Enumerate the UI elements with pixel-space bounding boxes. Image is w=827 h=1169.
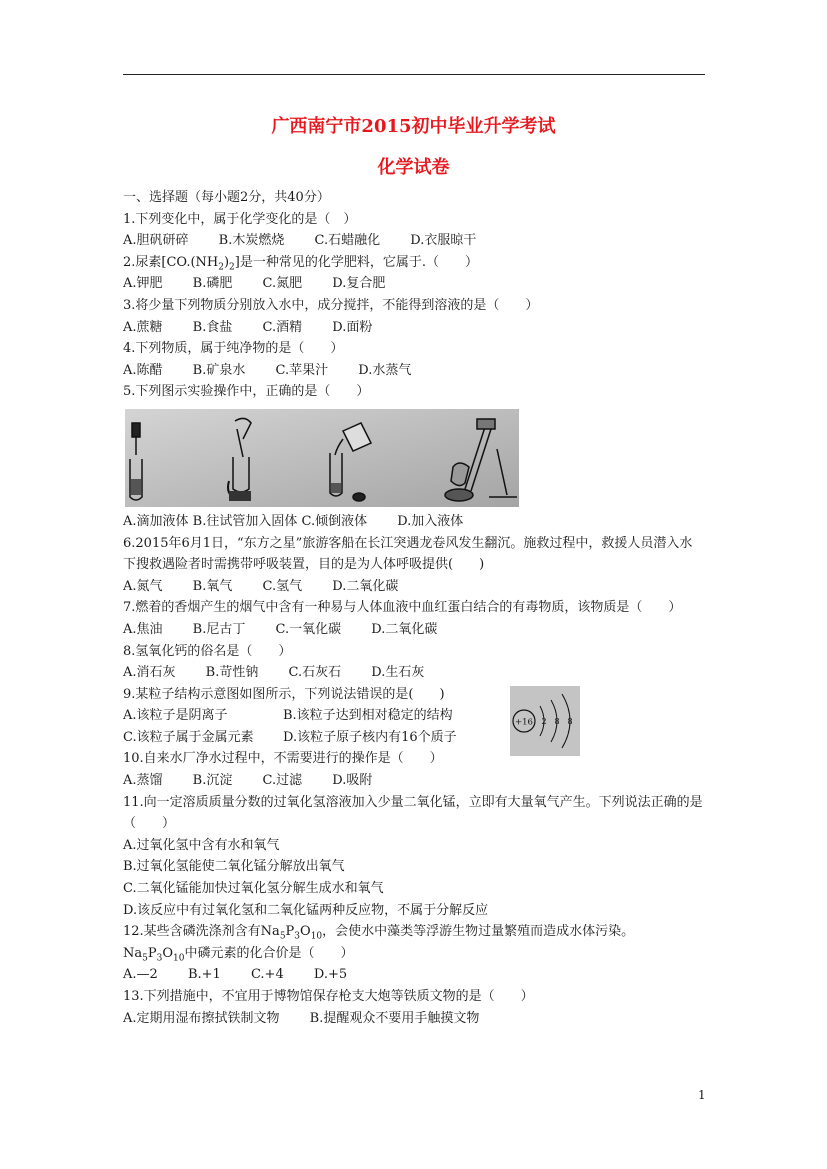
option: D.+5 [313, 967, 348, 983]
option: D.水蒸气 [358, 362, 412, 378]
subscript: 10 [173, 953, 185, 964]
stem-part: O [162, 945, 174, 961]
option: C.该粒子属于金属元素 [123, 729, 254, 745]
subscript: 2 [218, 262, 224, 273]
option: A.蔗糖 [123, 319, 163, 335]
option: C.酒精 [262, 319, 303, 335]
stem-part: ]是一种常见的化学肥料，它属于.（ ） [234, 254, 478, 270]
option: A.焦油 [123, 621, 163, 637]
nucleus-label: +16 [515, 717, 533, 728]
lab-operations-figure [125, 409, 519, 507]
option: B.木炭燃烧 [218, 233, 285, 249]
option: A.—2 [123, 967, 158, 983]
question-7-options [123, 619, 703, 641]
option: A.该粒子是阴离子 [123, 708, 228, 724]
question-12-stem [123, 921, 703, 943]
option: C.+4 [250, 967, 284, 983]
question-4-stem: 4.下列物质，属于纯净物的是（ ） [123, 341, 344, 357]
option: D.衣服晾干 [410, 233, 477, 249]
option: D.面粉 [332, 319, 373, 335]
option: B.氧气 [192, 578, 233, 594]
question-1-options [123, 230, 703, 252]
option: C.氢气 [262, 578, 303, 594]
subscript: 5 [279, 931, 286, 942]
question-5-stem: 5.下列图示实验操作中，正确的是（ ） [123, 384, 370, 400]
question-4-options [123, 360, 703, 382]
question-7-stem: 7.燃着的香烟产生的烟气中含有一种易与人体血液中血红蛋白结合的有毒物质，该物质是（ ） [123, 600, 682, 616]
question-9 [123, 684, 703, 749]
subscript: 3 [294, 931, 301, 942]
question-3-options [123, 317, 703, 339]
option: A.氮气 [123, 578, 163, 594]
stem-part: P [285, 924, 295, 940]
stem-part: 2.尿素[CO.(NH [123, 254, 219, 270]
question-5-options: A.滴加液体 B.往试管加入固体 C.倾倒液体 D.加入液体 [123, 513, 464, 529]
particle-structure-diagram [510, 686, 580, 756]
option: A.陈醋 [123, 362, 163, 378]
question-12-options [123, 964, 703, 986]
option: A.消石灰 [123, 665, 176, 681]
shell-1-electrons: 2 [541, 716, 547, 726]
question-11-stem: 11.向一定溶质质量分数的过氧化氢溶液加入少量二氧化锰，立即有大量氧气产生。下列说法正确的是（ ） [123, 794, 703, 832]
option: A.蒸馏 [123, 773, 163, 789]
option: D.二氧化碳 [332, 578, 399, 594]
question-8-options [123, 662, 703, 684]
option: B.苛性钠 [205, 665, 259, 681]
option: B.提醒观众不要用手触摸文物 [309, 1010, 480, 1026]
option: A.胆矾研碎 [123, 233, 189, 249]
stem-part: 中磷元素的化合价是（ ） [184, 945, 354, 961]
option: B.矿泉水 [192, 362, 246, 378]
section-heading: 一、选择题（每小题2分，共40分） [123, 190, 330, 205]
question-2-stem [123, 252, 703, 274]
option: C.苹果汁 [275, 362, 329, 378]
question-6-stem: 6.2015年6月1日，“东方之星”旅游客船在长江突遇龙卷风发生翻沉。施救过程中，救援人员潜入水下搜救遇险者时需携带呼吸装置，目的是为人体呼吸提供( ) [123, 535, 693, 573]
stem-part: 12.某些含磷洗涤剂含有Na [123, 924, 280, 940]
subscript: 5 [142, 953, 148, 964]
option: B.磷肥 [192, 276, 233, 292]
option: D.该反应中有过氧化氢和二氧化锰两种反应物，不属于分解反应 [123, 902, 489, 918]
option: D.该粒子原子核内有16个质子 [283, 729, 457, 745]
question-8-stem: 8.氢氧化钙的俗名是（ ） [123, 643, 292, 659]
option: D.二氧化碳 [371, 621, 438, 637]
question-9-options-row2 [123, 727, 703, 749]
option: D.吸附 [332, 773, 373, 789]
option: B.该粒子达到相对稳定的结构 [283, 708, 453, 724]
stem-part: Na [123, 945, 143, 961]
question-6-options [123, 576, 703, 598]
option: A.过氧化氢中含有水和氧气 [123, 837, 280, 853]
option: D.生石灰 [371, 665, 425, 681]
stem-part: O [300, 924, 311, 940]
subscript: 3 [156, 953, 163, 964]
question-1-stem: 1.下列变化中，属于化学变化的是（ ） [123, 211, 357, 227]
option: B.尼古丁 [192, 621, 246, 637]
option: C.石蜡融化 [314, 233, 381, 249]
question-2-options [123, 273, 703, 295]
exam-subtitle: 化学试卷 [377, 157, 450, 178]
option: B.沉淀 [192, 773, 233, 789]
stem-part: ，会使水中藻类等浮游生物过量繁殖而造成水体污染。 [322, 924, 635, 940]
page-number: 1 [698, 1088, 706, 1102]
option: D.复合肥 [332, 276, 386, 292]
shell-3-electrons: 8 [567, 716, 573, 726]
option: A.定期用湿布擦拭铁制文物 [123, 1010, 280, 1026]
subscript: 2 [229, 262, 235, 273]
stem-part: ) [223, 254, 230, 270]
option: B.过氧化氢能使二氧化锰分解放出氧气 [123, 859, 345, 875]
option: B.+1 [187, 967, 221, 983]
option: B.食盐 [192, 319, 233, 335]
question-13-stem: 13.下列措施中，不宜用于博物馆保存枪支大炮等铁质文物的是（ ） [123, 989, 534, 1004]
question-10-stem: 10.自来水厂净水过程中，不需要进行的操作是（ ） [123, 751, 443, 767]
option: C.氮肥 [262, 276, 303, 292]
exam-content [123, 187, 703, 1029]
question-9-stem: 9.某粒子结构示意图如图所示，下列说法错误的是( ) [123, 686, 445, 702]
subscript: 10 [310, 931, 323, 942]
question-13-options [123, 1008, 703, 1030]
question-9-options-row1 [123, 705, 703, 727]
option: A.钾肥 [123, 276, 163, 292]
option: C.石灰石 [288, 665, 342, 681]
option: C.过滤 [262, 773, 303, 789]
exam-title: 广西南宁市2015初中毕业升学考试 [271, 116, 556, 137]
header-rule [123, 74, 705, 75]
question-10-options [123, 770, 703, 792]
option: C.一氧化碳 [275, 621, 342, 637]
stem-part: P [147, 945, 157, 961]
shell-2-electrons: 8 [554, 716, 560, 726]
question-12-stem-line2 [123, 943, 703, 965]
option: C.二氧化锰能加快过氧化氢分解生成水和氧气 [123, 881, 384, 897]
question-3-stem: 3.将少量下列物质分别放入水中，成分搅拌，不能得到溶液的是（ ） [123, 297, 539, 313]
